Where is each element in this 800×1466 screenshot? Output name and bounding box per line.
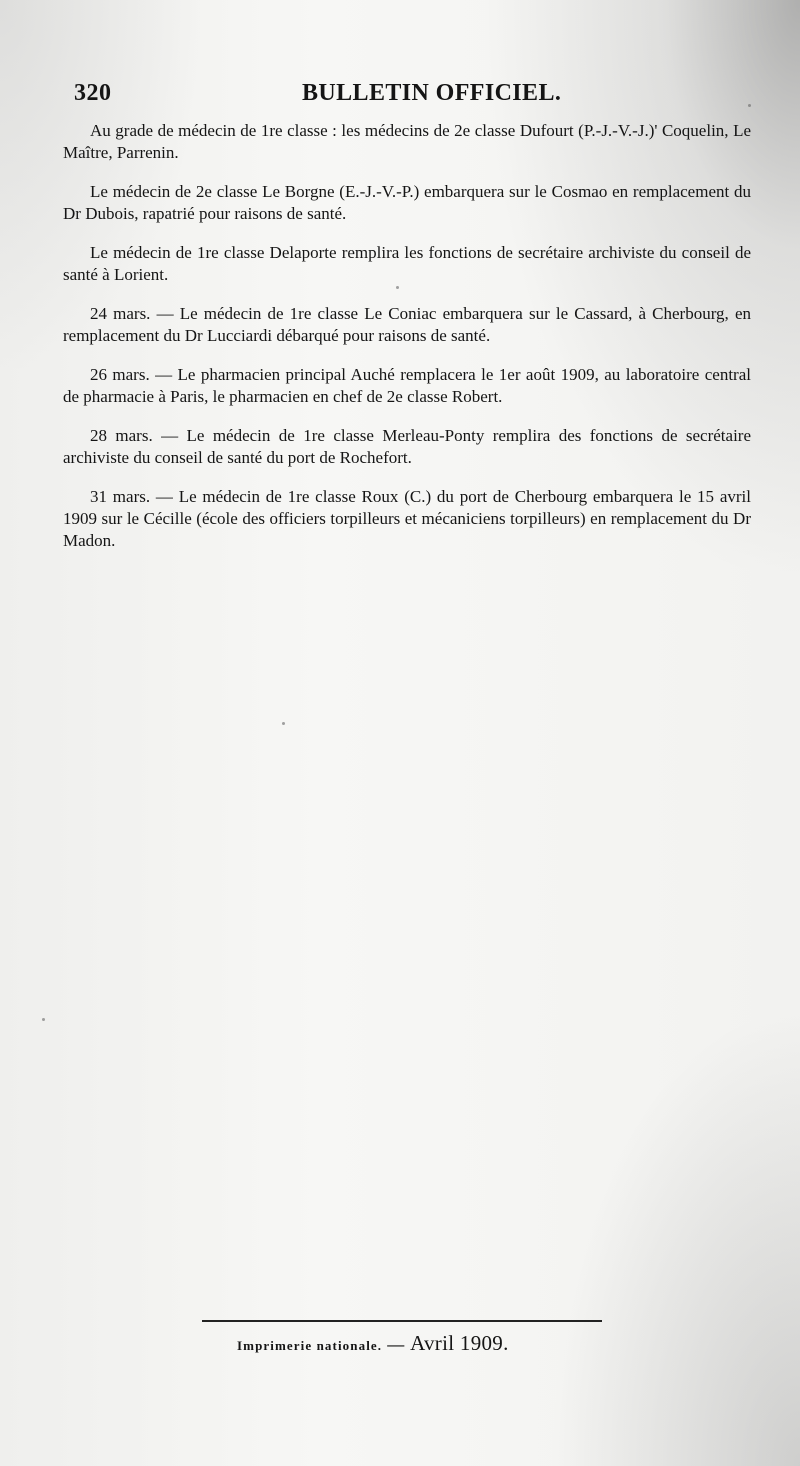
page-header	[74, 80, 754, 110]
paragraph-28-mars: 28 mars. — Le médecin de 1re classe Merleau-Ponty remplira des fonctions de secrétaire archiviste du conseil de santé du port de Rochefort.	[63, 426, 751, 467]
scan-speck	[42, 1018, 45, 1021]
paragraph-le-borgne: Le médecin de 2e classe Le Borgne (E.-J.-V.-P.) embarquera sur le Cosmao en remplacement du Dr Dubois, rapatrié pour raisons de santé.	[63, 182, 751, 223]
footer-separator: —	[387, 1335, 406, 1354]
scan-speck	[282, 722, 285, 725]
page-body	[63, 120, 751, 569]
footer-imprint: Imprimerie nationale.	[237, 1338, 383, 1353]
scan-speck	[748, 104, 751, 107]
page-number: 320	[74, 80, 112, 106]
paragraph-delaporte: Le médecin de 1re classe Delaporte remplira les fonctions de secrétaire archiviste du conseil de santé à Lorient.	[63, 243, 751, 284]
footer-date: Avril 1909.	[410, 1331, 509, 1355]
footer-line	[237, 1331, 509, 1356]
footer-rule	[202, 1320, 602, 1322]
scan-speck	[396, 286, 399, 289]
running-title: BULLETIN OFFICIEL.	[302, 80, 562, 106]
paragraph-26-mars: 26 mars. — Le pharmacien principal Auché remplacera le 1er août 1909, au laboratoire central de pharmacie à Paris, le pharmacien en chef de 2e classe Robert.	[63, 365, 751, 406]
paragraph-24-mars: 24 mars. — Le médecin de 1re classe Le Coniac embarquera sur le Cassard, à Cherbourg, en remplacement du Dr Lucciardi débarqué pour raisons de santé.	[63, 304, 751, 345]
paragraph-promotions: Au grade de médecin de 1re classe : les médecins de 2e classe Dufourt (P.-J.-V.-J.)' Coquelin, Le Maître, Parrenin.	[63, 121, 751, 162]
paragraph-31-mars: 31 mars. — Le médecin de 1re classe Roux (C.) du port de Cherbourg embarquera le 15 avril 1909 sur le Cécille (école des officiers torpilleurs et mécaniciens torpilleurs) en remplacement du Dr Madon.	[63, 487, 751, 550]
page-footer	[202, 1320, 602, 1360]
